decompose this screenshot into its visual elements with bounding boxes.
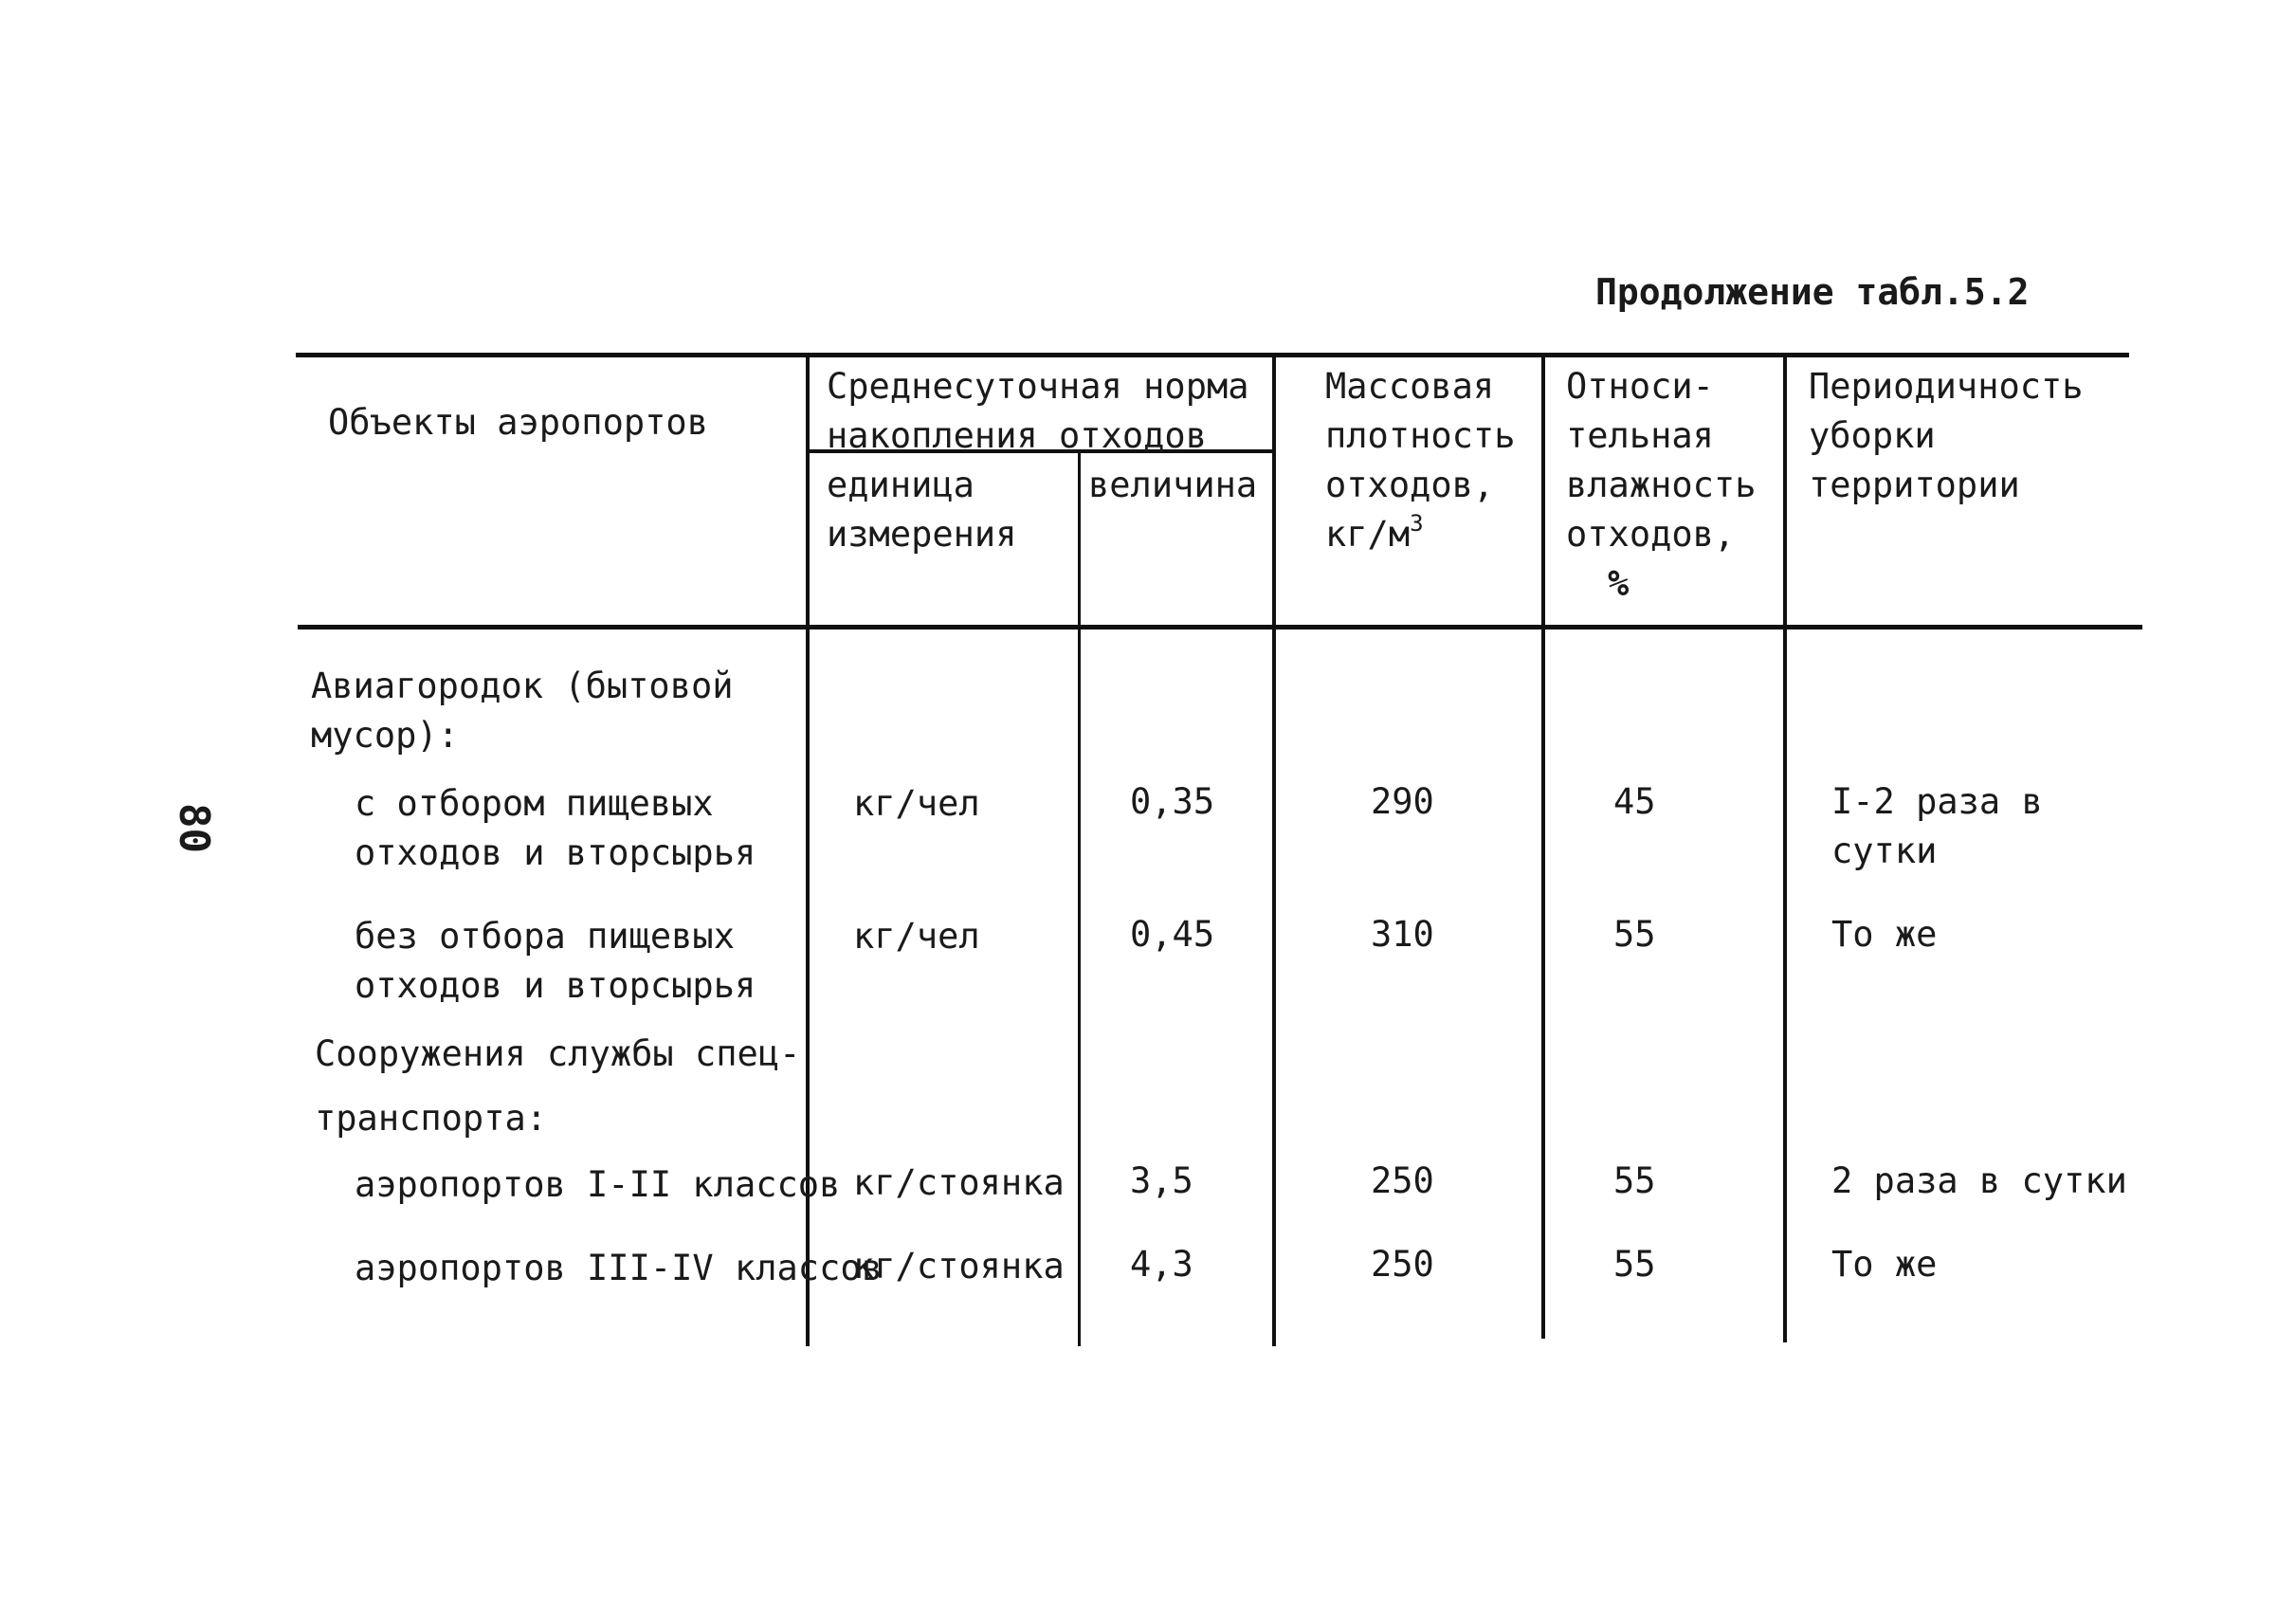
header-humidity-line4: отходов, bbox=[1566, 514, 1736, 555]
header-unit-line2: измерения bbox=[827, 514, 1017, 555]
header-period-line2: уборки bbox=[1809, 415, 1936, 456]
row-density: 250 bbox=[1371, 1244, 1434, 1285]
row-humidity: 55 bbox=[1613, 1244, 1656, 1285]
header-humidity-line2: тельная bbox=[1566, 415, 1714, 456]
row-period: То же bbox=[1831, 914, 1938, 955]
row-name: отходов и вторсырья bbox=[355, 832, 756, 873]
header-group-line1: Среднесуточная норма bbox=[827, 366, 1249, 407]
row-period: 2 раза в сутки bbox=[1831, 1160, 2127, 1201]
row-humidity: 45 bbox=[1613, 781, 1656, 822]
row-humidity: 55 bbox=[1613, 914, 1656, 955]
row-value: 0,45 bbox=[1130, 914, 1215, 955]
header-bottom-rule bbox=[298, 625, 2142, 630]
row-density: 290 bbox=[1371, 781, 1434, 822]
header-humidity-unit: % bbox=[1608, 563, 1630, 604]
row-period: сутки bbox=[1831, 830, 1938, 871]
row-unit: кг/чел bbox=[853, 783, 980, 824]
row-density: 250 bbox=[1371, 1160, 1434, 1201]
row-unit: кг/стоянка bbox=[853, 1246, 1065, 1286]
header-unit-line1: единица bbox=[827, 465, 974, 505]
row-density: 310 bbox=[1371, 914, 1434, 955]
header-density-unit bbox=[1325, 510, 1424, 563]
density-unit-base: кг/м bbox=[1325, 514, 1411, 555]
header-humidity-line1: Относи- bbox=[1566, 366, 1714, 407]
row-unit: кг/чел bbox=[853, 916, 980, 957]
row-value: 4,3 bbox=[1130, 1244, 1193, 1285]
density-unit-exponent: 3 bbox=[1410, 510, 1424, 537]
section-title: Сооружения службы спец- bbox=[315, 1033, 801, 1074]
table-caption: Продолжение табл.5.2 bbox=[1595, 271, 2030, 313]
row-period: I-2 раза в bbox=[1831, 781, 2043, 822]
header-density-line1: Массовая bbox=[1325, 366, 1495, 407]
row-period: То же bbox=[1831, 1244, 1938, 1285]
section-title: Авиагородок (бытовой bbox=[311, 666, 734, 706]
row-unit: кг/стоянка bbox=[853, 1162, 1065, 1203]
header-density-line3: отходов, bbox=[1325, 465, 1495, 505]
row-name: отходов и вторсырья bbox=[355, 965, 756, 1006]
column-divider-5 bbox=[1783, 353, 1787, 1342]
row-name: аэропортов I-II классов bbox=[355, 1164, 841, 1205]
row-name: без отбора пищевых bbox=[355, 916, 735, 957]
header-value: величина bbox=[1088, 465, 1258, 505]
row-value: 0,35 bbox=[1130, 781, 1215, 822]
header-period-line3: территории bbox=[1809, 465, 2020, 505]
column-divider-4 bbox=[1541, 353, 1545, 1339]
header-humidity-line3: влажность bbox=[1566, 465, 1757, 505]
page-number: 80 bbox=[169, 803, 218, 853]
column-divider-2 bbox=[1078, 451, 1081, 1346]
header-density-line2: плотность bbox=[1325, 415, 1516, 456]
header-period-line1: Периодичность bbox=[1809, 366, 2084, 407]
header-group-line2: накопления отходов bbox=[827, 415, 1207, 456]
row-humidity: 55 bbox=[1613, 1160, 1656, 1201]
row-name: с отбором пищевых bbox=[355, 783, 714, 824]
table-top-rule bbox=[296, 353, 2129, 357]
row-name: аэропортов III-IV классов bbox=[355, 1248, 883, 1288]
header-objects: Объекты аэропортов bbox=[328, 402, 708, 443]
column-divider-3 bbox=[1272, 353, 1276, 1346]
section-title: мусор): bbox=[311, 715, 459, 756]
row-value: 3,5 bbox=[1130, 1160, 1193, 1201]
section-title: транспорта: bbox=[315, 1098, 548, 1139]
